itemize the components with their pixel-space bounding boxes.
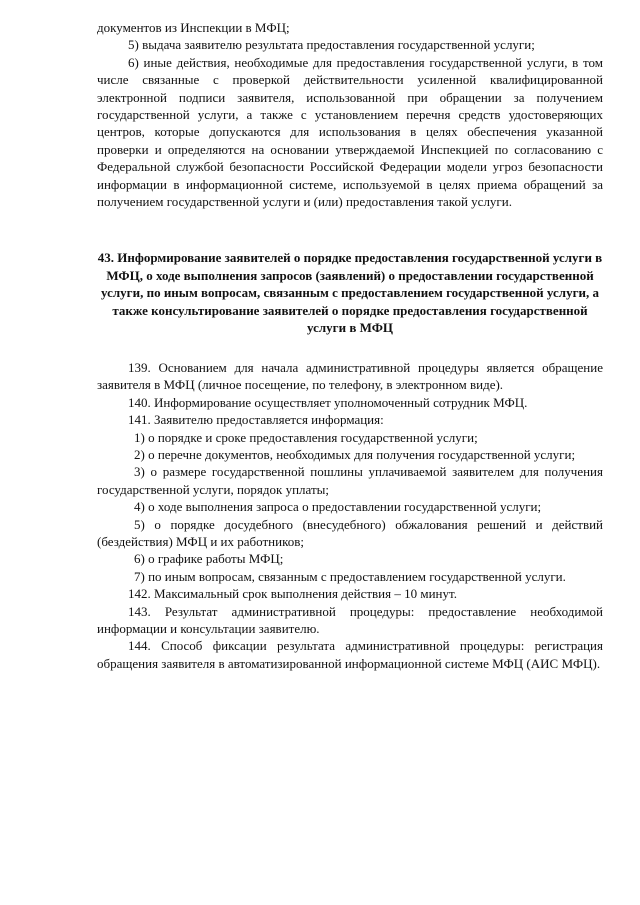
paragraph-143: 143. Результат административной процедуры: предоставление необходимой информации и консультации заявителю.: [97, 603, 603, 637]
paragraph-item-5: 5) выдача заявителю результата предоставления государственной услуги;: [128, 37, 535, 53]
list-item-3: 3) о размере государственной пошлины уплачиваемой заявителем для получения государственной услуги, порядок уплаты;: [97, 464, 603, 497]
paragraph-item-6: 6) иные действия, необходимые для предоставления государственной услуги, в том числе связанные с проверкой действительности усиленной квалифицированной электронной подписи заявителя, использованной при обращении за получением государственной услуги, а также с установлением перечня средств удостоверяющих центров, которые допускаются для использования в целях обеспечения указанной проверки и определяются на основании утверждаемой Инспекцией по согласованию с Федеральной службой безопасности Российской Федерации модели угроз безопасности информации в информационной системе, используемой в целях приема обращений за получением государственной услуги и (или) предоставления такой услуги.: [97, 54, 603, 210]
section-body: [97, 359, 603, 672]
paragraph-139: 139. Основанием для начала административной процедуры является обращение заявителя в МФЦ (личное посещение, по телефону, в электронном виде).: [97, 359, 603, 393]
list-item-6: 6) о графике работы МФЦ;: [134, 551, 284, 567]
paragraph-continuation: документов из Инспекции в МФЦ;: [97, 20, 290, 35]
paragraph-142: 142. Максимальный срок выполнения действия – 10 минут.: [128, 586, 457, 602]
top-text-block: [97, 19, 603, 210]
list-item-1: 1) о порядке и сроке предоставления государственной услуги;: [134, 429, 478, 445]
list-item-4: 4) о ходе выполнения запроса о предоставлении государственной услуги;: [134, 499, 542, 515]
section-heading: 43. Информирование заявителей о порядке предоставления государственной услуги в МФЦ, о ходе выполнения запросов (заявлений) о предоставлении государственной услуги, по иным вопросам, связанным с предоставлением государственной услуги, а также консультирование заявителей о порядке предоставления государственной услуги в МФЦ: [97, 250, 603, 336]
paragraph-144: 144. Способ фиксации результата административной процедуры: регистрация обращения заявителя в автоматизированной информационной системе МФЦ (АИС МФЦ).: [97, 638, 603, 671]
paragraph-140: 140. Информирование осуществляет уполномоченный сотрудник МФЦ.: [128, 394, 528, 410]
list-item-7: 7) по иным вопросам, связанным с предоставлением государственной услуги.: [134, 568, 566, 584]
paragraph-141: 141. Заявителю предоставляется информация:: [128, 412, 384, 428]
list-item-2: 2) о перечне документов, необходимых для получения государственной услуги;: [134, 447, 576, 462]
list-item-5: 5) о порядке досудебного (внесудебного) обжалования решений и действий (бездействия) МФЦ и их работников;: [97, 516, 603, 550]
